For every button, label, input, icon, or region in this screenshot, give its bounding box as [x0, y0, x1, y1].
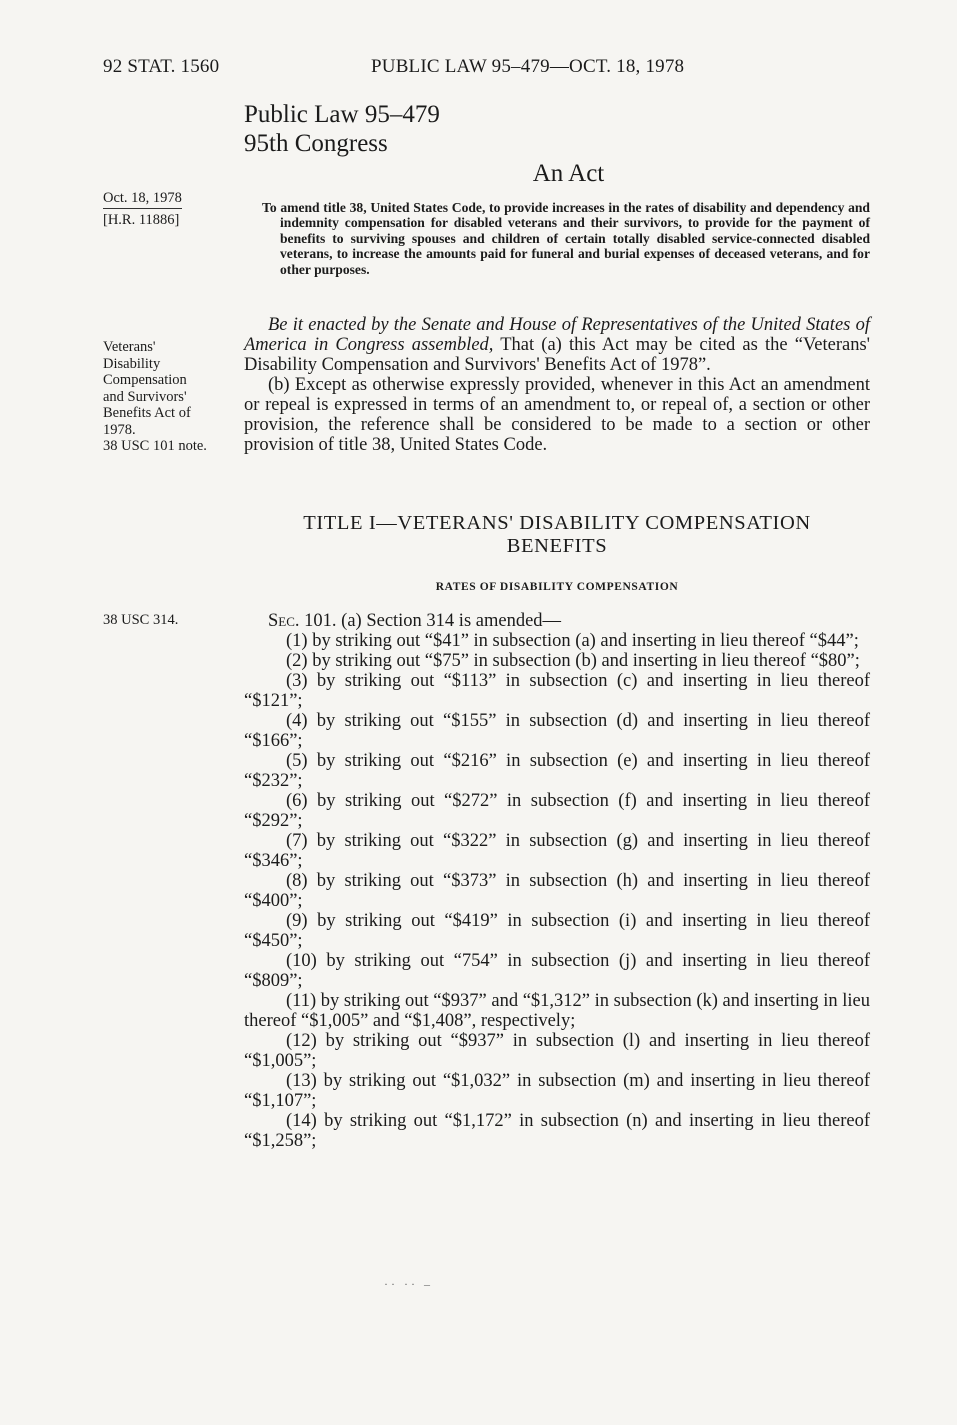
margin-note-line: Veterans': [103, 339, 156, 355]
margin-note-line: and Survivors': [103, 388, 187, 405]
sec-label: Sec.: [268, 611, 300, 631]
sec-intro-text: 101. (a) Section 314 is amended—: [299, 611, 562, 631]
section-101: [244, 611, 870, 1151]
section-heading: RATES OF DISABILITY COMPENSATION: [435, 581, 679, 593]
amendment-item: (3) by striking out “$113” in subsection (c) and inserting in lieu thereof “$121”;: [244, 671, 870, 711]
enacting-section: [244, 315, 870, 455]
short-title-text: That (a) this Act may be cited as the “Veterans' Disability Compensation and Survivors' Benefits Act of 1978”.: [244, 335, 870, 375]
paragraph-b: (b) Except as otherwise expressly provided, whenever in this Act an amendment or repeal is expressed in terms of an amendment to, or repeal of, a section or other provision, the reference shall be considered to be made to a section or other provision of title 38, United States Code.: [244, 375, 870, 455]
amendment-item: (4) by striking out “$155” in subsection (d) and inserting in lieu thereof “$166”;: [244, 711, 870, 751]
margin-note-line: 38 USC 101 note.: [103, 438, 207, 454]
amendment-item: (11) by striking out “$937” and “$1,312” in subsection (k) and inserting in lieu thereof “$1,005” and “$1,408”, respectively;: [244, 991, 871, 1031]
amendment-item: (13) by striking out “$1,032” in subsection (m) and inserting in lieu thereof “$1,107”;: [244, 1071, 870, 1111]
amendment-item: (5) by striking out “$216” in subsection (e) and inserting in lieu thereof “$232”;: [244, 751, 870, 791]
amendment-item: (10) by striking out “754” in subsection (j) and inserting in lieu thereof “$809”;: [244, 951, 870, 991]
law-title-block: [244, 100, 440, 158]
an-act-heading: [0, 160, 957, 188]
title-heading-line: BENEFITS: [506, 535, 608, 557]
section-101-intro: [244, 611, 870, 631]
margin-note-line: 1978.: [103, 421, 136, 438]
amendment-item: (1) by striking out “$41” in subsection (a) and inserting in lieu thereof “$44”;: [286, 631, 859, 651]
amendment-item: (14) by striking out “$1,172” in subsection (n) and inserting in lieu thereof “$1,258”;: [244, 1111, 870, 1151]
an-act-text: An Act: [532, 160, 605, 187]
amendment-item: (6) by striking out “$272” in subsection (f) and inserting in lieu thereof “$292”;: [244, 791, 870, 831]
title-i-heading: [244, 512, 870, 558]
margin-bill-number: [H.R. 11886]: [103, 212, 180, 228]
enacting-clause: [244, 315, 870, 375]
margin-date-note: [103, 190, 182, 228]
running-header: PUBLIC LAW 95–479—OCT. 18, 1978: [371, 56, 685, 77]
margin-short-title-note: [103, 339, 207, 455]
title-heading-line: TITLE I—VETERANS' DISABILITY COMPENSATION: [303, 512, 811, 534]
congress-number: 95th Congress: [244, 130, 388, 157]
enacting-formula: Be it enacted by the Senate and House of Representatives of the United States of America in Congress assembled,: [244, 315, 870, 355]
amendment-item: (2) by striking out “$75” in subsection (b) and inserting in lieu thereof “$80”;: [286, 651, 860, 671]
amendment-item: (12) by striking out “$937” in subsection (l) and inserting in lieu thereof “$1,005”;: [244, 1031, 870, 1071]
amendment-item: (7) by striking out “$322” in subsection (g) and inserting in lieu thereof “$346”;: [244, 831, 870, 871]
page-stat-citation: 92 STAT. 1560: [103, 56, 220, 77]
act-purpose: To amend title 38, United States Code, to provide increases in the rates of disability and dependency and indemnity compensation for disabled veterans and their survivors, to provide for the payment of benefits to surviving spouses and children of certain totally disabled service-connected disabled veterans, to increase the amounts paid for funeral and burial expenses of deceased veterans, and for other purposes.: [262, 200, 870, 277]
margin-note-line: Benefits Act of: [103, 405, 191, 421]
margin-sec101-citation: 38 USC 314.: [103, 612, 179, 628]
margin-date: Oct. 18, 1978: [103, 190, 182, 209]
amendment-item: (9) by striking out “$419” in subsection (i) and inserting in lieu thereof “$450”;: [244, 911, 870, 951]
footer-mark: ·· ·· –: [384, 1277, 433, 1291]
amendment-item: (8) by striking out “$373” in subsection (h) and inserting in lieu thereof “$400”;: [244, 871, 870, 911]
public-law-number: Public Law 95–479: [244, 101, 440, 128]
margin-note-line: Disability: [103, 355, 161, 372]
margin-note-line: Compensation: [103, 372, 187, 388]
